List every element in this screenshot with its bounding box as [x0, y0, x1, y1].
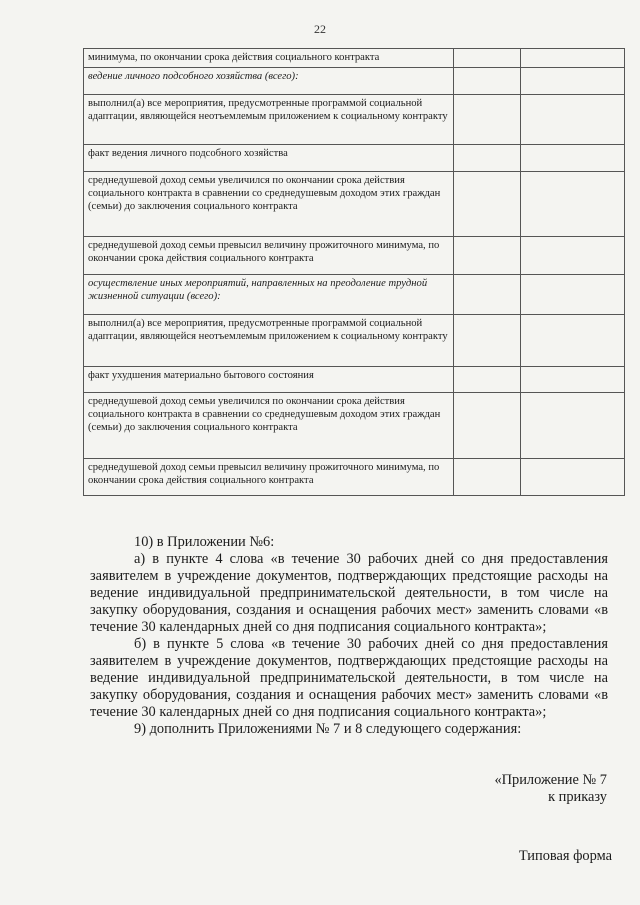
value-cell	[521, 145, 625, 172]
value-cell	[454, 237, 521, 275]
value-cell	[454, 95, 521, 145]
amendments-block	[90, 534, 608, 738]
table-row	[84, 145, 625, 172]
value-cell	[521, 68, 625, 95]
criterion-cell: среднедушевой доход семьи превысил величину прожиточного минимума, по окончании срока действия социального контракта	[84, 237, 454, 275]
value-cell	[454, 393, 521, 459]
criterion-cell: среднедушевой доход семьи превысил величину прожиточного минимума, по окончании срока действия социального контракта	[84, 459, 454, 496]
value-cell	[521, 237, 625, 275]
value-cell	[521, 275, 625, 315]
value-cell	[454, 68, 521, 95]
table-row	[84, 172, 625, 237]
amendment-item-9: 9) дополнить Приложениями № 7 и 8 следующего содержания:	[134, 721, 522, 737]
amendment-item-10b: б) в пункте 5 слова «в течение 30 рабочих дней со дня предоставления заявителем в учреждение документов, подтверждающих предстоящие расходы на ведение индивидуальной предпринимательской деятельности, в том числе на закупку оборудования, создания и оснащения рабочих мест» заменить словами «в течение 30 календарных дней со дня подписания социального контракта»;	[90, 636, 608, 720]
table-row	[84, 275, 625, 315]
value-cell	[454, 459, 521, 496]
table-row	[84, 459, 625, 496]
page-number: 22	[314, 22, 326, 36]
value-cell	[454, 172, 521, 237]
appendix-title: «Приложение № 7	[494, 772, 607, 788]
criterion-cell: выполнил(а) все мероприятия, предусмотренные программой социальной адаптации, являющейся неотъемлемым приложением к социальному контракту	[84, 315, 454, 367]
amendment-item-10a: а) в пункте 4 слова «в течение 30 рабочих дней со дня предоставления заявителем в учреждение документов, подтверждающих предстоящие расходы на ведение индивидуальной предпринимательской деятельности, в том числе на закупку оборудования, создания и оснащения рабочих мест» заменить словами «в течение 30 календарных дней со дня подписания социального контракта»;	[90, 551, 608, 635]
table-row	[84, 68, 625, 95]
criterion-cell: ведение личного подсобного хозяйства (всего):	[84, 68, 454, 95]
table-row	[84, 367, 625, 393]
criterion-cell: осуществление иных мероприятий, направленных на преодоление трудной жизненной ситуации (всего):	[84, 275, 454, 315]
value-cell	[521, 393, 625, 459]
form-type-label: Типовая форма	[518, 848, 612, 864]
table-row	[84, 49, 625, 68]
value-cell	[454, 367, 521, 393]
appendix-ref: к приказу	[548, 789, 607, 805]
value-cell	[521, 459, 625, 496]
criterion-cell: выполнил(а) все мероприятия, предусмотренные программой социальной адаптации, являющейся неотъемлемым приложением к социальному контракту	[84, 95, 454, 145]
table-row	[84, 393, 625, 459]
value-cell	[521, 95, 625, 145]
value-cell	[521, 49, 625, 68]
criterion-cell: факт ведения личного подсобного хозяйства	[84, 145, 454, 172]
table-row	[84, 315, 625, 367]
value-cell	[454, 275, 521, 315]
amendment-item-10: 10) в Приложении №6:	[134, 534, 275, 550]
value-cell	[454, 145, 521, 172]
value-cell	[454, 315, 521, 367]
table-row	[84, 237, 625, 275]
value-cell	[454, 49, 521, 68]
criterion-cell: среднедушевой доход семьи увеличился по окончании срока действия социального контракта в сравнении со среднедушевым доходом этих граждан (семьи) до заключения социального контракта	[84, 172, 454, 237]
criterion-cell: факт ухудшения материально бытового состояния	[84, 367, 454, 393]
value-cell	[521, 367, 625, 393]
appendix-header	[494, 772, 607, 806]
criterion-cell: среднедушевой доход семьи увеличился по окончании срока действия социального контракта в сравнении со среднедушевым доходом этих граждан (семьи) до заключения социального контракта	[84, 393, 454, 459]
value-cell	[521, 315, 625, 367]
criteria-table	[83, 48, 625, 496]
criterion-cell: минимума, по окончании срока действия социального контракта	[84, 49, 454, 68]
value-cell	[521, 172, 625, 237]
table-row	[84, 95, 625, 145]
